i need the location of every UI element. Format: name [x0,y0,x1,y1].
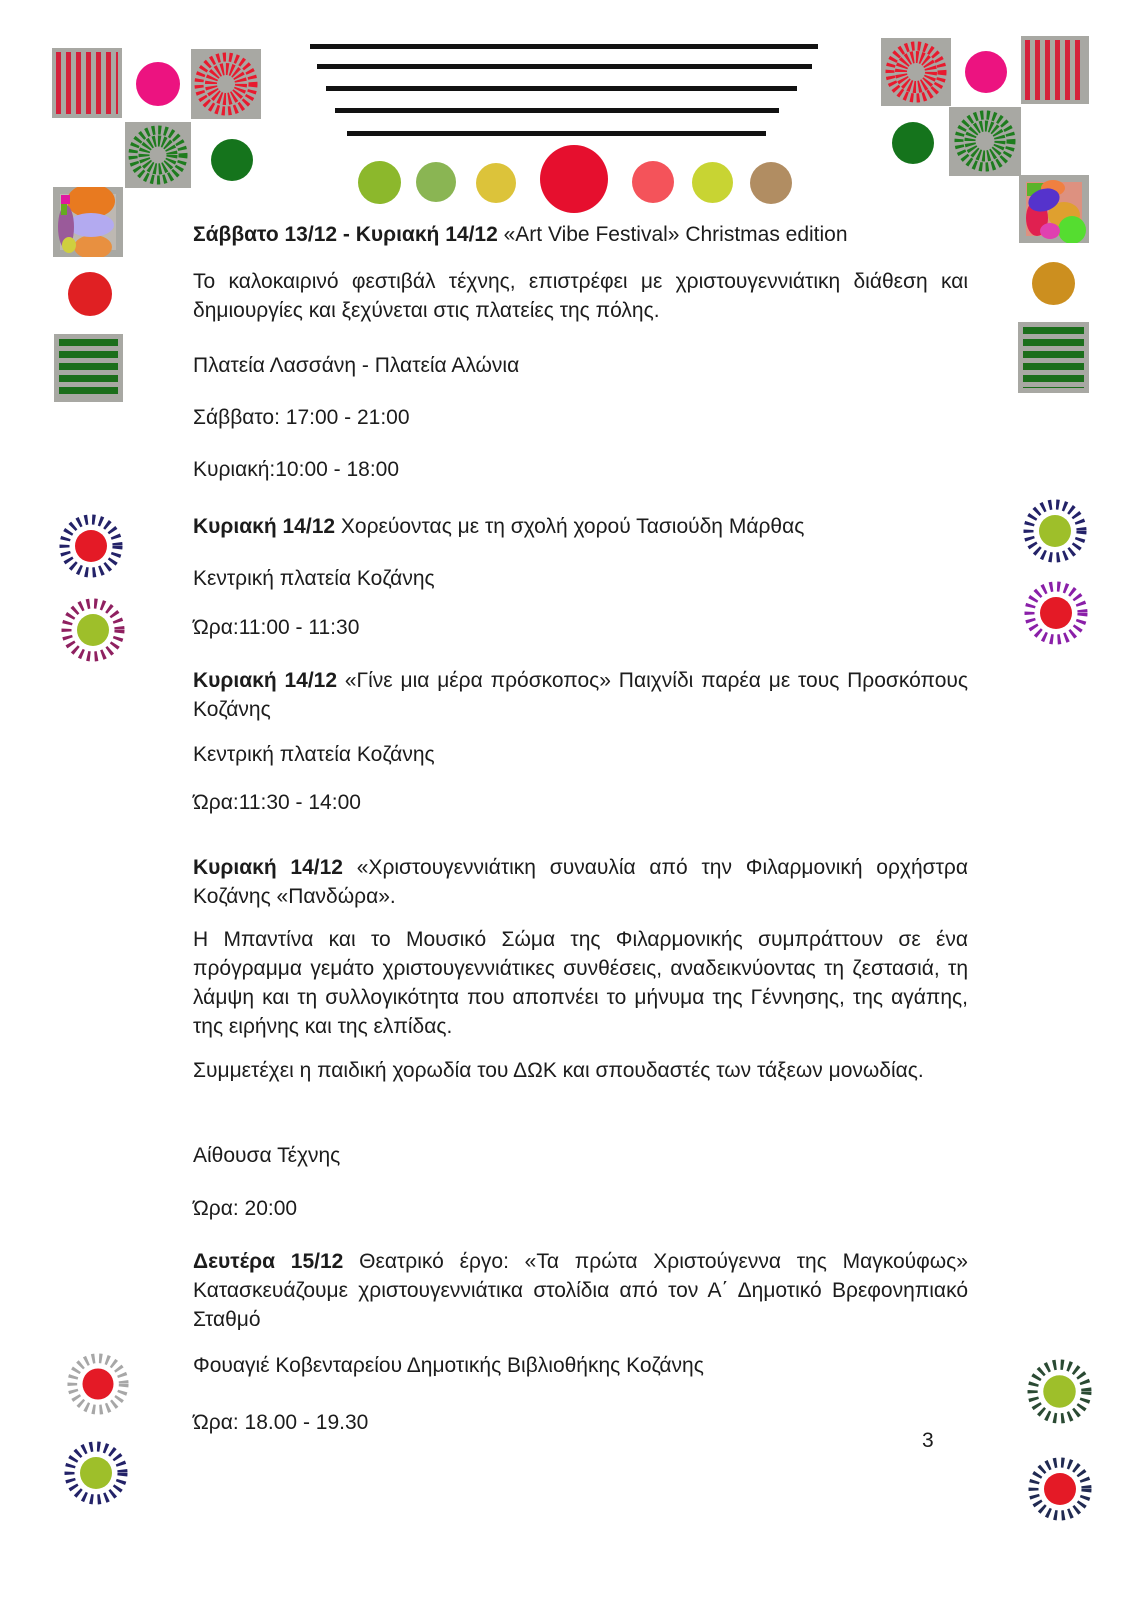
event-heading [193,853,968,911]
event-time: Σάββατο: 17:00 - 21:00 [193,406,410,429]
event-title: Χορεύοντας με τη σχολή χορού Τασιούδη Μάρθας [335,515,805,538]
pink-circle-icon [136,62,180,106]
red-wreath-square [191,49,261,119]
decor-line-5 [347,131,766,136]
starburst-pine-green-icon [1026,1358,1093,1425]
event-date: Κυριακή 14/12 [193,856,343,879]
event-location: Κεντρική πλατεία Κοζάνης [193,567,435,590]
event-heading [193,512,968,541]
dot-lime-icon [692,162,733,203]
decor-line-3 [326,86,797,91]
dot-tan-icon [750,162,792,204]
event-title: «Χριστουγεννιάτικη συναυλία από την Φιλαρμονική ορχήστρα Κοζάνης «Πανδώρα». [193,856,968,908]
starburst-purple-red-icon [1023,580,1089,646]
event-location: Αίθουσα Τέχνης [193,1144,341,1167]
red-circle-icon [68,272,112,316]
event-heading [193,220,968,249]
decor-line-1 [310,44,818,49]
dot-green-icon [358,161,401,204]
dark-green-circle-icon [892,122,934,164]
dot-yellow-icon [476,163,516,203]
green-wreath-square [949,107,1021,176]
red-wreath-square [881,38,951,106]
page-number: 3 [922,1429,934,1452]
event-heading [193,1247,968,1334]
event-location: Φουαγιέ Κοβενταρείου Δημοτικής Βιβλιοθήκης Κοζάνης [193,1354,704,1377]
event-title: «Art Vibe Festival» Christmas edition [497,223,848,246]
event-time: Ώρα: 18.00 - 19.30 [193,1411,369,1434]
event-title: Θεατρικό έργο: «Τα πρώτα Χριστούγεννα της Μαγκούφως» Κατασκευάζουμε χριστουγεννιάτικα στολίδια από τον Α΄ Δημοτικό Βρεφονηπιακό Σταθμό [193,1250,968,1331]
red-striped-square [1021,36,1089,104]
dot-green2-icon [416,162,456,202]
event-time: Ώρα:11:30 - 14:00 [193,791,361,814]
abstract-art-square-left [53,187,123,257]
event-title: «Γίνε μια μέρα πρόσκοπος» Παιχνίδι παρέα με τους Προσκόπους Κοζάνης [193,669,968,721]
starburst-maroon-green-icon [60,597,126,663]
dot-big-red-icon [540,145,608,213]
starburst-gray-red-icon [66,1352,130,1416]
event-location: Πλατεία Λασσάνη - Πλατεία Αλώνια [193,354,520,377]
event-date: Κυριακή 14/12 [193,669,338,692]
event-date: Κυριακή 14/12 [193,515,336,538]
green-striped-square [54,334,123,402]
dark-green-circle-icon [211,139,253,181]
event-location: Κεντρική πλατεία Κοζάνης [193,743,435,766]
event-date: Σάββατο 13/12 - Κυριακή 14/12 [193,223,498,246]
gold-circle-icon [1032,262,1075,305]
pink-circle-icon [965,51,1007,93]
starburst-navy-green-icon [63,1440,129,1506]
starburst-navy-red-icon [58,513,124,579]
event-heading [193,666,968,724]
decor-line-2 [317,64,812,69]
starburst-darknavy-red-icon [1027,1456,1093,1522]
event-description: Το καλοκαιρινό φεστιβάλ τέχνης, επιστρέφει με χριστουγεννιάτικη διάθεση και δημιουργίες και ξεχύνεται στις πλατείες της πόλης. [193,270,968,322]
event-time: Κυριακή:10:00 - 18:00 [193,458,400,481]
green-striped-square [1018,322,1089,393]
red-striped-square [52,48,122,118]
green-wreath-square [125,122,191,188]
event-description: Συμμετέχει η παιδική χορωδία του ΔΩΚ και σπουδαστές των τάξεων μονωδίας. [193,1059,924,1082]
event-time: Ώρα: 20:00 [193,1197,298,1220]
starburst-navy-green-icon [1022,498,1088,564]
dot-salmon-icon [632,161,674,203]
abstract-art-square-right [1019,175,1089,243]
decor-line-4 [335,108,779,113]
event-description: Η Μπαντίνα και το Μουσικό Σώμα της Φιλαρμονικής συμπράττουν σε ένα πρόγραμμα γεμάτο χριστουγεννιάτικες συνθέσεις, αναδεικνύοντας τη ζεστασιά, τη λάμψη και τη συλλογικότητα που αποπνέει το μήνυμα της Γέννησης, της αγάπης, της ειρήνης και της ελπίδας. [193,928,968,1038]
event-date: Δευτέρα 15/12 [193,1250,344,1273]
event-time: Ώρα:11:00 - 11:30 [193,616,360,639]
